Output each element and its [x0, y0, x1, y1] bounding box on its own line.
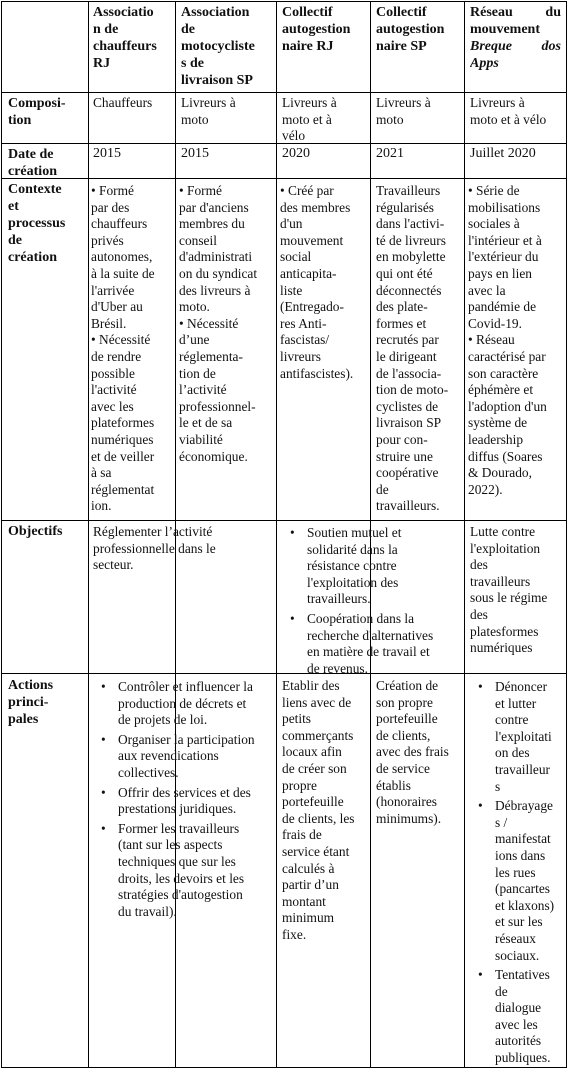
- cell-line: res Anti-: [280, 315, 327, 331]
- cell-line: formes et: [376, 315, 427, 331]
- date-chauffeurs-rj: 2015: [93, 146, 121, 161]
- cell-line: avec les: [495, 1016, 538, 1032]
- cell-line: et de veiller: [91, 448, 155, 464]
- cell-line: l'exploitation des: [307, 574, 399, 590]
- row-divider: [1, 520, 567, 521]
- context-collectif-sp: [376, 183, 464, 515]
- cell-line: de: [376, 481, 389, 497]
- cell-line: droits, les devoirs et les: [118, 870, 245, 886]
- label-line: et: [8, 199, 19, 214]
- cell-line: locaux afin: [282, 744, 342, 760]
- cell-line: propre: [282, 777, 317, 793]
- cell-line: privés: [91, 232, 124, 248]
- cell-line: de service: [376, 760, 430, 776]
- cell-line: • Organiser la participation: [118, 731, 255, 747]
- cell-line: de projets de loi.: [118, 712, 208, 728]
- cell-line: s /: [495, 814, 508, 830]
- row-label-composition: [8, 95, 88, 129]
- cell-line: son caractère: [468, 365, 539, 381]
- cell-line: de: [495, 983, 508, 999]
- column-divider: [88, 1, 89, 1068]
- label-line: pales: [8, 712, 39, 727]
- cell-line: diffus (Soares: [468, 448, 543, 464]
- cell-line: et sur les: [495, 914, 543, 930]
- header-line: autogestion: [282, 22, 351, 37]
- cell-line: le dirigeant: [376, 348, 437, 364]
- cell-line: chauffeurs: [91, 216, 148, 232]
- header-line: Associatio: [93, 5, 154, 20]
- objectives-associations: [93, 524, 276, 574]
- cell-line: Covid-19.: [468, 315, 522, 331]
- cell-line: pandémie de: [468, 299, 537, 315]
- cell-line: l'arrivée: [91, 282, 135, 298]
- cell-line: sociaux.: [495, 947, 540, 963]
- cell-line: 2022).: [468, 481, 503, 497]
- cell-line: • Nécessité: [179, 315, 239, 331]
- date-collectif-sp: 2021: [376, 146, 404, 161]
- cell-line: partir d’un: [282, 877, 339, 893]
- cell-line: Livreurs à: [181, 95, 236, 110]
- cell-line: de clients, les: [282, 810, 355, 826]
- cell-line: éphémère et: [468, 382, 534, 398]
- cell-line: tion de: [179, 365, 216, 381]
- list-item: [495, 967, 566, 1067]
- date-breque-dos-apps: Juillet 2020: [470, 146, 536, 161]
- label-line: Actions: [8, 678, 54, 693]
- cell-line: moto: [181, 111, 209, 127]
- context-chauffeurs-rj: [91, 183, 175, 515]
- list-item: [307, 525, 464, 608]
- cell-line: caractérisé par: [468, 348, 546, 364]
- list-item: [118, 732, 276, 782]
- header-line: autogestion: [376, 22, 445, 37]
- cell-line: résistance contre: [307, 558, 397, 574]
- cell-line: autonomes,: [91, 249, 153, 265]
- cell-line: techniques que sur les: [118, 853, 236, 869]
- cell-line: Réglementer l’activité: [93, 524, 213, 539]
- cell-line: social: [280, 249, 312, 265]
- cell-line: commerçants: [282, 727, 354, 743]
- cell-line: anticapita-: [280, 265, 337, 281]
- label-line: Date de: [8, 147, 54, 162]
- header-line: mouvement: [470, 22, 540, 37]
- cell-line: té de livreurs: [376, 232, 446, 248]
- cell-line: livreurs: [280, 348, 321, 364]
- composition-chauffeurs-rj: [93, 95, 175, 112]
- label-line: Objectifs: [8, 524, 63, 539]
- header-line: RJ: [93, 56, 111, 71]
- header-chauffeurs-rj: [93, 4, 175, 72]
- cell-line: l'exploitati: [495, 728, 552, 744]
- actions-associations: [93, 679, 276, 923]
- cell-line: possible: [91, 365, 135, 381]
- composition-motocyclistes-sp: [181, 95, 276, 128]
- cell-line: travailleur: [495, 761, 551, 777]
- cell-line: l'extérieur du: [468, 249, 539, 265]
- cell-line: son propre: [376, 694, 433, 710]
- header-line: livraison SP: [181, 73, 253, 88]
- cell-line: • Soutien mutuel et: [307, 525, 402, 540]
- cell-line: numériques: [91, 431, 154, 447]
- header-line: naire SP: [376, 39, 427, 54]
- header-collectif-sp: [376, 4, 464, 55]
- cell-line: • Coopération dans la: [307, 610, 415, 626]
- row-label-objectives: [8, 523, 88, 540]
- cell-line: Brésil.: [91, 315, 127, 331]
- header-line: Apps: [470, 56, 499, 71]
- cell-line: portefeuille: [376, 711, 438, 727]
- cell-line: Livreurs à: [470, 95, 525, 110]
- cell-line: struire une: [376, 448, 433, 464]
- cell-line: contre: [495, 712, 529, 728]
- list-item: [495, 679, 566, 795]
- cell-line: professionnelle dans le: [93, 540, 216, 556]
- cell-line: de l'associa-: [376, 365, 442, 381]
- header-line: [470, 38, 561, 55]
- cell-line: l’activité: [179, 382, 227, 398]
- cell-line: régularisés: [376, 199, 435, 215]
- cell-line: membres du: [179, 216, 245, 232]
- date-collectif-rj: 2020: [282, 146, 310, 161]
- cell-line: moto: [376, 111, 404, 127]
- cell-line: leadership: [468, 431, 524, 447]
- cell-line: secteur.: [93, 557, 134, 573]
- label-line: de: [8, 233, 22, 248]
- cell-line: moto et à: [282, 111, 332, 127]
- cell-line: conseil: [179, 232, 217, 248]
- cell-line: minimum: [282, 910, 335, 926]
- cell-line: numériques: [470, 640, 533, 656]
- cell-line: Travailleurs: [376, 183, 441, 198]
- cell-line: • Créé par: [280, 183, 334, 198]
- cell-line: ion.: [91, 498, 112, 514]
- cell-line: sous le régime: [470, 590, 548, 606]
- header-line: [470, 4, 561, 21]
- context-motocyclistes-sp: [179, 183, 276, 465]
- objectives-breque-dos-apps: [470, 524, 564, 657]
- list-item: [118, 821, 276, 921]
- column-divider: [464, 1, 465, 1068]
- cell-line: pour con-: [376, 431, 428, 447]
- cell-line: autorités: [495, 1033, 542, 1049]
- cell-line: système de: [468, 415, 528, 431]
- cell-line: stratégies d'autogestion: [118, 887, 243, 903]
- context-collectif-rj: [280, 183, 370, 382]
- cell-line: Création de: [376, 678, 439, 693]
- cell-line: solidarité dans la: [307, 541, 398, 557]
- label-line: princi-: [8, 695, 49, 710]
- cell-line: livraison SP: [376, 415, 442, 431]
- cell-line: sociales à: [468, 216, 520, 232]
- cell-line: petits: [282, 711, 312, 727]
- cell-line: réglementat: [91, 481, 155, 497]
- cell-line: cyclistes de: [376, 398, 439, 414]
- header-line: Collectif: [376, 5, 427, 20]
- header-breque-dos-apps: [470, 4, 561, 72]
- cell-line: du travail).: [118, 903, 177, 919]
- list-item: [118, 679, 276, 729]
- cell-line: à la suite de: [91, 265, 155, 281]
- list-item: [495, 798, 566, 964]
- label-line: tion: [8, 113, 32, 128]
- header-word: Réseau: [470, 5, 513, 20]
- cell-line: antifascistes).: [280, 365, 354, 381]
- list-item: [307, 611, 464, 677]
- cell-line: • Contrôler et influencer la: [118, 679, 253, 694]
- cell-line: tion de moto-: [376, 382, 449, 398]
- cell-line: • Débrayage: [495, 798, 553, 814]
- cell-line: plateformes: [91, 415, 155, 431]
- cell-line: coopérative: [376, 465, 439, 481]
- cell-line: réseaux: [495, 930, 536, 946]
- cell-line: portefeuille: [282, 794, 344, 810]
- cell-line: Livreurs à: [376, 95, 431, 110]
- cell-line: d'administrati: [179, 249, 253, 265]
- list-item: [118, 785, 276, 818]
- cell-line: avec la: [468, 282, 506, 298]
- label-line: création: [8, 250, 57, 265]
- cell-line: publiques.: [495, 1050, 551, 1066]
- header-collectif-rj: [282, 4, 370, 55]
- objectives-collectifs: [282, 525, 464, 680]
- cell-line: (Entregado-: [280, 299, 344, 315]
- table-border-right: [566, 1, 567, 1068]
- actions-collectif-sp: [376, 678, 464, 827]
- cell-line: • Formé: [91, 183, 134, 198]
- cell-line: & Dourado,: [468, 465, 532, 481]
- cell-line: des plate-: [376, 299, 428, 315]
- label-line: Contexte: [8, 182, 62, 197]
- cell-line: recherche d'alternatives: [307, 627, 434, 643]
- header-line: naire RJ: [282, 39, 334, 54]
- cell-line: calculés à: [282, 860, 335, 876]
- cell-line: liens avec de: [282, 694, 352, 710]
- label-line: création: [8, 164, 57, 179]
- cell-line: liste: [280, 282, 303, 298]
- cell-line: collectives.: [118, 764, 179, 780]
- cell-line: (pancartes: [495, 881, 551, 897]
- label-line: processus: [8, 216, 66, 231]
- header-line: s de: [181, 56, 204, 71]
- cell-line: • Réseau: [468, 332, 515, 348]
- cell-line: Livreurs à: [282, 95, 337, 110]
- cell-line: avec des frais: [376, 744, 449, 760]
- composition-collectif-rj: [282, 95, 370, 145]
- cell-line: minimums).: [376, 810, 442, 826]
- cell-line: vélo: [282, 128, 306, 144]
- cell-line: platesformes: [470, 623, 539, 639]
- table-border-top: [1, 1, 567, 2]
- cell-line: travailleurs: [470, 573, 531, 589]
- actions-breque-dos-apps: [470, 679, 566, 1070]
- cell-line: qui ont été: [376, 265, 433, 281]
- cell-line: travailleurs.: [307, 591, 371, 607]
- cell-line: (tant sur les aspects: [118, 837, 223, 853]
- cell-line: l'intérieur et à: [468, 232, 542, 248]
- cell-line: ions dans: [495, 847, 546, 863]
- cell-line: mouvement: [280, 232, 344, 248]
- cell-line: l'adoption d'un: [468, 398, 547, 414]
- cell-line: pays en lien: [468, 265, 532, 281]
- cell-line: Chauffeurs: [93, 95, 153, 110]
- cell-line: • Série de: [468, 183, 520, 198]
- cell-line: • Tentatives: [495, 967, 550, 983]
- cell-line: par des: [91, 199, 130, 215]
- cell-line: le et de sa: [179, 415, 233, 431]
- date-motocyclistes-sp: 2015: [181, 146, 209, 161]
- cell-line: frais de: [282, 827, 322, 843]
- cell-line: • Former les travailleurs: [118, 820, 240, 836]
- header-word: Breque: [470, 39, 512, 54]
- header-motocyclistes-sp: [181, 4, 276, 89]
- row-label-date: [8, 146, 88, 180]
- cell-line: d'un: [280, 216, 303, 232]
- label-line: Composi-: [8, 96, 66, 111]
- cell-line: s: [495, 778, 501, 794]
- cell-line: en mobylette: [376, 249, 446, 265]
- cell-line: économique.: [179, 448, 248, 464]
- cell-line: dans l'activi-: [376, 216, 445, 232]
- cell-line: de revenus.: [307, 660, 368, 676]
- actions-collectif-rj: [282, 678, 370, 944]
- cell-line: de créer son: [282, 760, 347, 776]
- cell-line: établis: [376, 777, 411, 793]
- composition-collectif-sp: [376, 95, 464, 128]
- cell-line: l'activité: [91, 382, 137, 398]
- cell-line: par d'anciens: [179, 199, 249, 215]
- row-label-actions: [8, 677, 88, 728]
- header-line: Collectif: [282, 5, 333, 20]
- cell-line: de clients,: [376, 727, 431, 743]
- cell-line: d’une: [179, 332, 210, 348]
- header-line: chauffeurs: [93, 39, 157, 54]
- cell-line: viabilité: [179, 431, 223, 447]
- cell-line: dialogue: [495, 1000, 542, 1016]
- cell-line: et lutter: [495, 695, 537, 711]
- cell-line: manifestat: [495, 831, 551, 847]
- row-divider: [1, 92, 567, 93]
- cell-line: à sa: [91, 465, 112, 481]
- header-word: du: [545, 5, 561, 20]
- cell-line: on du syndicat: [179, 265, 258, 281]
- header-line: motocycliste: [181, 39, 255, 54]
- composition-breque-dos-apps: [470, 95, 564, 128]
- cell-line: production de décrets et: [118, 695, 247, 711]
- cell-line: les rues: [495, 864, 536, 880]
- cell-line: professionnel-: [179, 398, 256, 414]
- cell-line: prestations juridiques.: [118, 801, 237, 817]
- cell-line: • Offrir des services et des: [118, 784, 251, 800]
- header-line: n de: [93, 22, 119, 37]
- cell-line: et klaxons): [495, 897, 555, 913]
- cell-line: montant: [282, 893, 326, 909]
- cell-line: aux revendications: [118, 748, 219, 764]
- row-label-context: [8, 181, 88, 266]
- cell-line: Etablir des: [282, 678, 340, 693]
- cell-line: fascistas/: [280, 332, 330, 348]
- cell-line: • Formé: [179, 183, 222, 198]
- cell-line: fixe.: [282, 926, 307, 942]
- column-divider: [276, 1, 277, 1068]
- cell-line: Lutte contre: [470, 524, 536, 539]
- cell-line: réglementa-: [179, 348, 243, 364]
- cell-line: on des: [495, 745, 530, 761]
- cell-line: moto et à vélo: [470, 111, 547, 127]
- cell-line: recrutés par: [376, 332, 439, 348]
- cell-line: des: [470, 606, 488, 622]
- header-line: de: [181, 22, 195, 37]
- table-border-left: [1, 1, 2, 1068]
- cell-line: en matière de travail et: [307, 644, 430, 660]
- cell-line: des membres: [280, 199, 351, 215]
- cell-line: de rendre: [91, 348, 142, 364]
- header-word: dos: [541, 39, 561, 54]
- context-breque-dos-apps: [468, 183, 565, 498]
- cell-line: • Nécessité: [91, 332, 151, 348]
- cell-line: moto.: [179, 299, 210, 315]
- cell-line: déconnectés: [376, 282, 442, 298]
- cell-line: des livreurs à: [179, 282, 251, 298]
- cell-line: travailleurs.: [376, 498, 440, 514]
- cell-line: avec les: [91, 398, 134, 414]
- cell-line: des: [470, 557, 488, 573]
- cell-line: • Dénoncer: [495, 679, 548, 694]
- header-line: Association: [181, 5, 250, 20]
- cell-line: service étant: [282, 843, 350, 859]
- cell-line: d'Uber au: [91, 299, 143, 315]
- cell-line: mobilisations: [468, 199, 541, 215]
- cell-line: l'exploitation: [470, 540, 541, 556]
- cell-line: (honoraires: [376, 794, 437, 810]
